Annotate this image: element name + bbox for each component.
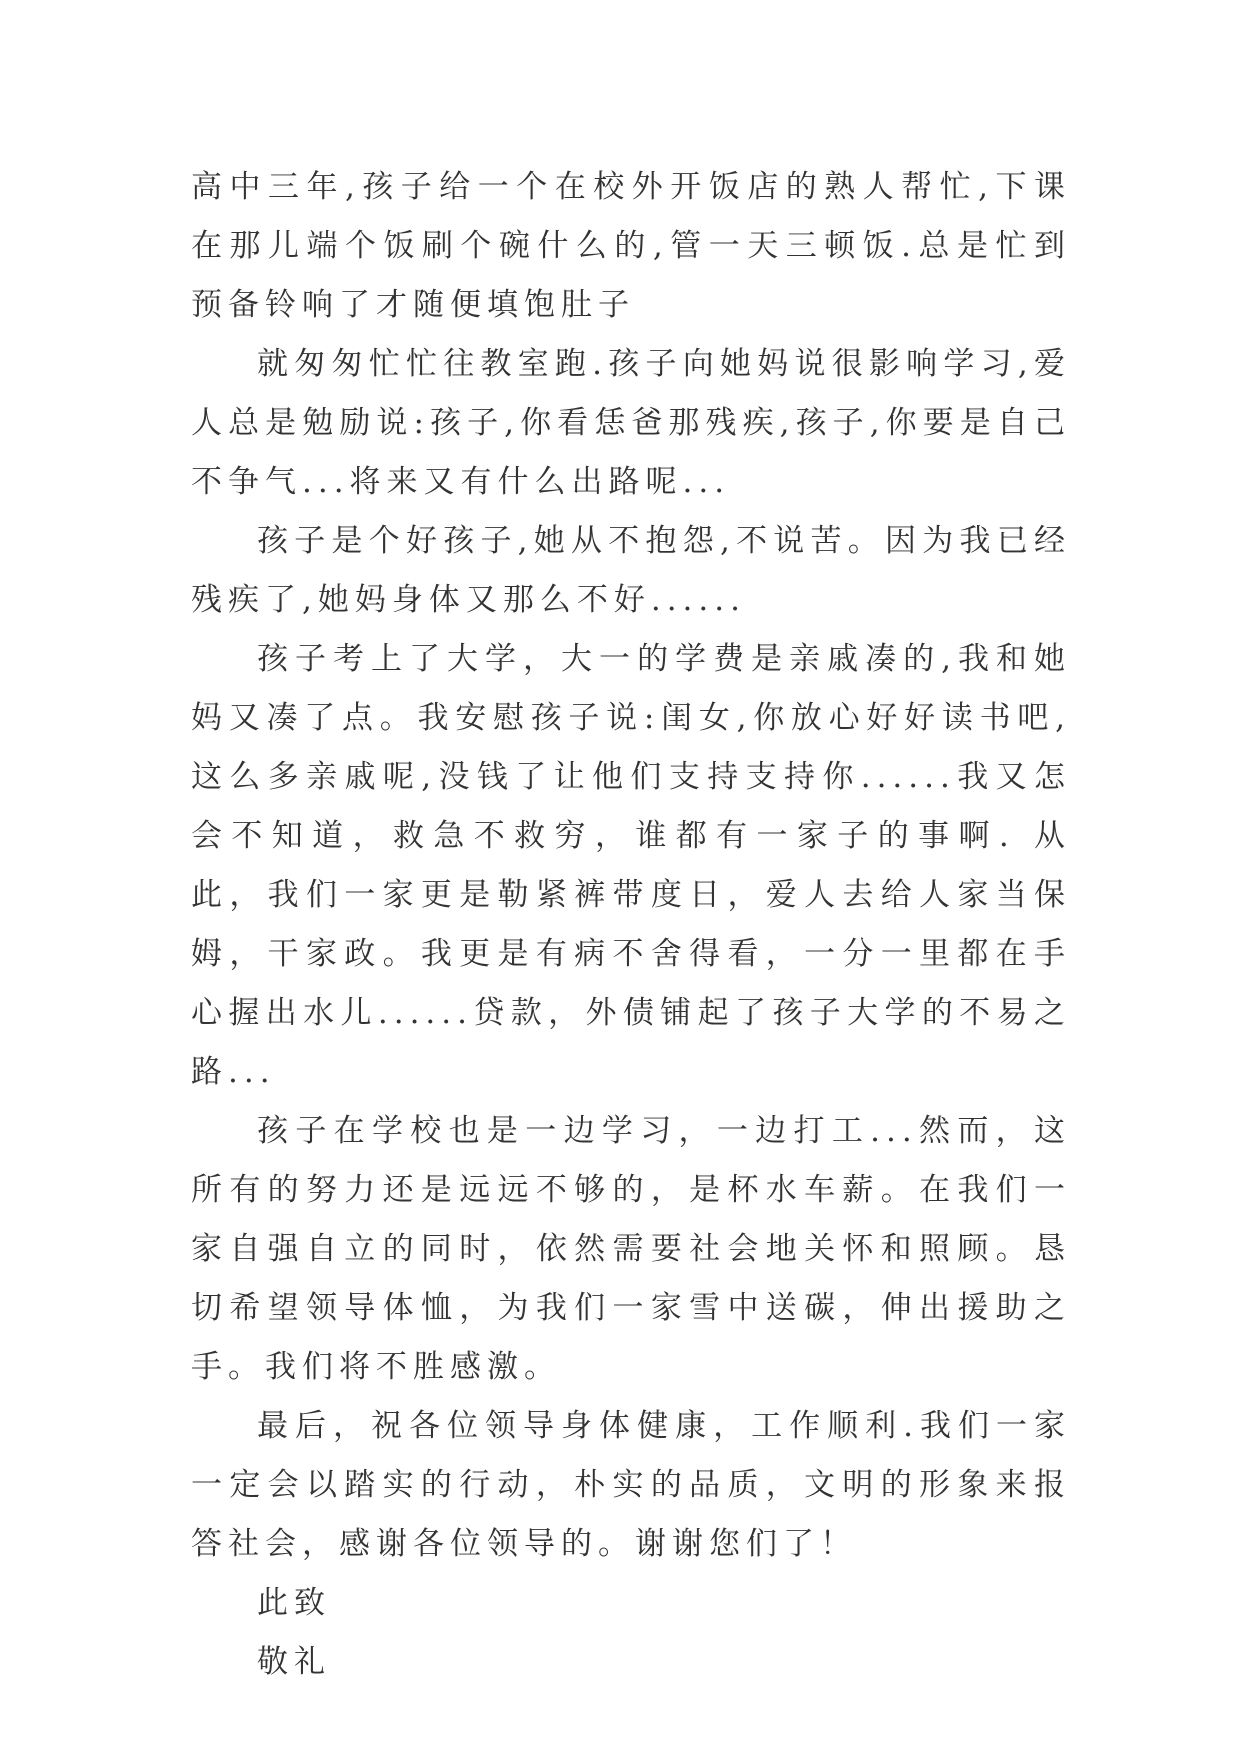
paragraph-college-tuition: 孩子考上了大学，大一的学费是亲戚凑的,我和她妈又凑了点。我安慰孩子说:闺女,你放心好好读书吧,这么多亲戚呢,没钱了让他们支持支持你......我又怎会不知道，救急不救穷，谁都有一家子的事啊. 从此，我们一家更是勒紧裤带度日，爱人去给人家当保姆，干家政。我更是有病不舍得看，一分一里都在手心握出水儿......贷款，外债铺起了孩子大学的不易之路... [191, 641, 1071, 1090]
paragraph-closing-wishes: 最后，祝各位领导身体健康，工作顺利.我们一家一定会以踏实的行动，朴实的品质，文明的形象来报答社会，感谢各位领导的。谢谢您们了！ [191, 1408, 1071, 1562]
closing-salutation: 此致 [257, 1585, 331, 1621]
paragraph-part-time-job: 高中三年,孩子给一个在校外开饭店的熟人帮忙,下课在那儿端个饭刷个碗什么的,管一天三顿饭.总是忙到预备铃响了才随便填饱肚子 [191, 169, 1071, 323]
paragraph-request-help: 孩子在学校也是一边学习，一边打工...然而，这所有的努力还是远远不够的，是杯水车薪。在我们一家自强自立的同时，依然需要社会地关怀和照顾。恳切希望领导体恤，为我们一家雪中送碳，伸出援助之手。我们将不胜感激。 [191, 1113, 1071, 1385]
letter-body [191, 158, 1071, 1692]
closing-regards: 敬礼 [257, 1644, 331, 1680]
paragraph-running-to-class: 就匆匆忙忙往教室跑.孩子向她妈说很影响学习,爱人总是勉励说:孩子,你看恁爸那残疾,孩子,你要是自己不争气...将来又有什么出路呢... [191, 346, 1071, 500]
paragraph-good-child: 孩子是个好孩子,她从不抱怨,不说苦。因为我已经残疾了,她妈身体又那么不好...... [191, 523, 1071, 618]
